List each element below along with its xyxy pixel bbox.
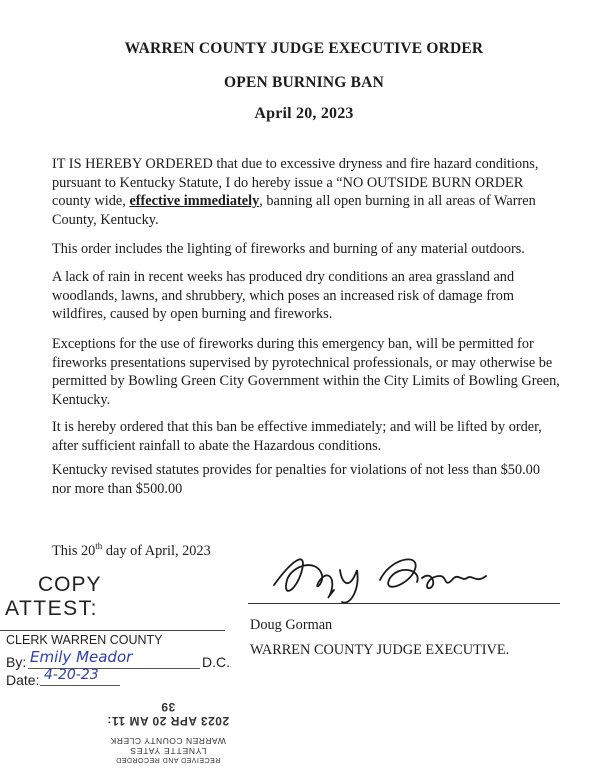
signature-line <box>248 603 560 604</box>
paragraph-conditions: A lack of rain in recent weeks has produced dry conditions an area grassland and woodlands, lawns, and shrubbery, which poses an increased risk of damage from wildfires, caused by open burning and fireworks. <box>52 269 515 323</box>
filed-stamp-line2: WARREN COUNTY CLERK <box>110 736 226 746</box>
clerk-label: CLERK WARREN COUNTY <box>6 633 163 647</box>
attest-divider <box>0 630 225 631</box>
signer-title: WARREN COUNTY JUDGE EXECUTIVE. <box>250 642 510 658</box>
dated-suffix: day of April, 2023 <box>102 542 211 559</box>
order-title: WARREN COUNTY JUDGE EXECUTIVE ORDER <box>124 40 484 57</box>
paragraph-order-text-end: , banning all open burning in all areas of Warren County, Kentucky. <box>52 193 536 228</box>
by-label: By: <box>6 654 27 670</box>
effective-immediately-text: effective immediately <box>129 193 260 210</box>
copy-stamp-label: COPY <box>38 573 102 596</box>
paragraph-lifting: It is hereby ordered that this ban be effective immediately; and will be lifted by order, after sufficient rainfall to abate the Hazardous conditions. <box>52 419 542 454</box>
date-label: Date: <box>6 672 40 688</box>
paragraph-penalties: Kentucky revised statutes provides for penalties for violations of not less than $50.00 nor more than $500.00 <box>52 462 540 497</box>
date-line <box>40 685 120 686</box>
attest-stamp-label: ATTEST: <box>5 597 98 620</box>
filed-stamp-line1: 2023 APR 20 AM 11: 39 <box>106 700 230 728</box>
order-date: April 20, 2023 <box>254 105 354 122</box>
filed-stamp-line4: RECEIVED AND RECORDED <box>115 756 221 763</box>
filed-stamp <box>98 700 238 763</box>
paragraph-order <box>52 155 562 229</box>
by-handwritten-name: Emily Meador <box>30 648 133 666</box>
order-subtitle: OPEN BURNING BAN <box>224 74 384 91</box>
signer-name: Doug Gorman <box>250 617 333 633</box>
paragraph-order-text: IT IS HEREBY ORDERED that due to excessive dryness and fire hazard conditions, pursuant to Kentucky Statute, I do hereby issue a “NO OUTSIDE BURN ORDER county wide, <box>52 156 539 210</box>
date-handwritten: 4-20-23 <box>44 667 99 683</box>
filed-stamp-line3: LYNETTE YATES <box>129 746 207 756</box>
dc-label: D.C. <box>202 654 230 670</box>
dated-sup: th <box>95 541 103 551</box>
signature-scribble <box>262 540 502 610</box>
paragraph-exceptions: Exceptions for the use of fireworks during this emergency ban, will be permitted for fireworks presentations supervised by pyrotechnical professionals, or may otherwise be permitted by Bowling Green City Government within the City Limits of Bowling Green, Kentucky. <box>52 336 560 408</box>
dated-prefix: This 20 <box>52 542 96 559</box>
paragraph-fireworks: This order includes the lighting of fireworks and burning of any material outdoors. <box>52 241 525 257</box>
